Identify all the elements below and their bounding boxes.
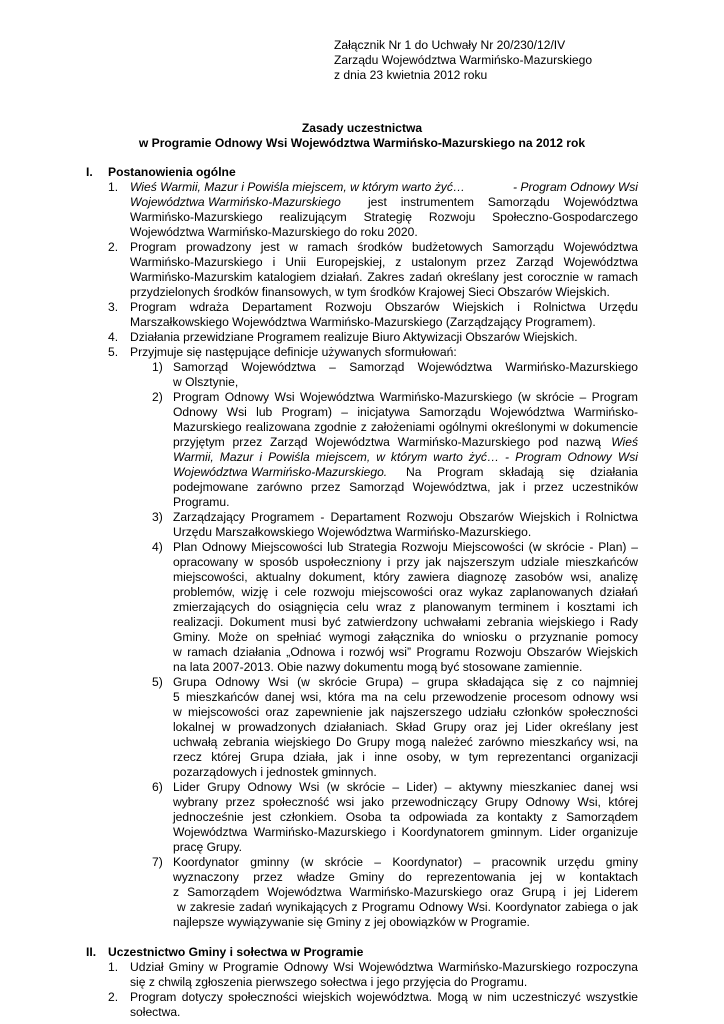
definition-line: Programu.: [173, 495, 230, 509]
header-line: z dnia 23 kwietnia 2012 roku: [334, 68, 488, 82]
definition-number: 2): [152, 390, 163, 404]
definition-line: w miejscowości oraz zapewnienie jak najszerszego udziału członków społeczności: [173, 705, 638, 719]
program-name-italic: - Program Odnowy Wsi: [513, 180, 638, 194]
definition-line: Program Odnowy Wsi Województwa Warmińsko-Mazurskiego (w skrócie – Program: [173, 390, 638, 404]
definition-line: Samorząd Województwa – Samorząd Województwa Warmińsko-Mazurskiego: [173, 360, 638, 374]
definition-line: problemów, wizję i cele rozwoju miejscowości oraz wykaz zaplanowanych działań: [173, 585, 638, 599]
definition-line: Plan Odnowy Miejscowości lub Strategia Rozwoju Miejscowości (w skrócie - Plan) –: [173, 540, 638, 554]
section-heading: Uczestnictwo Gminy i sołectwa w Programie: [108, 945, 364, 959]
definition-line: opracowany w sposób uspołeczniony i przy jak najszerszym udziale mieszkańców: [173, 555, 638, 569]
definition-line: Grupa Odnowy Wsi (w skrócie Grupa) – grupa składająca się z co najmniej: [173, 675, 638, 689]
definition-line: zmierzających do osiągnięcia celu wraz z planowanym terminem i kosztami ich: [173, 600, 638, 614]
title-line: w Programie Odnowy Wsi Województwa Warmińsko-Mazurskiego na 2012 rok: [138, 136, 586, 150]
definition-line: w Olsztynie,: [173, 375, 239, 389]
definition-line: lokalnej w prowadzonych działaniach. Skład Grupy oraz jej Lider określany jest: [173, 720, 638, 734]
definition-line: [173, 435, 638, 450]
definition-line: w ramach działania „Odnowa i rozwój wsi” Programu Rozwoju Obszarów Wiejskich: [173, 645, 638, 659]
definition-line: uchwałą zebrania wiejskiego Do Grupy mogą należeć zarówno mieszkańcy wsi, na: [173, 735, 638, 749]
item-number: 5.: [108, 345, 119, 359]
definition-text: Na Program składają się działania: [406, 465, 638, 479]
item-line: przydzielonych środków finansowych, w tym środków Krajowej Sieci Obszarów Wiejskich.: [130, 285, 610, 299]
item-line: Program prowadzony jest w ramach środków budżetowych Samorządu Województwa: [130, 240, 638, 254]
definition-line: Urzędu Marszałkowskiego Województwa Warmińsko-Mazurskiego.: [173, 525, 532, 539]
definition-line: Warmii, Mazur i Powiśla miejscem, w którym warto żyć… - Program Odnowy Wsi: [173, 450, 638, 464]
definition-line: w zakresie zadań wynikających z Programu Odnowy Wsi. Koordynator zabiega o jak: [177, 900, 638, 914]
definition-line: pozarządowych i jednostek gminnych.: [173, 765, 377, 779]
definition-line: Województwa Warmińsko-Mazurskiego i Koordynatorem gminnym. Lider organizuje: [173, 825, 638, 839]
definition-line: Gminy. Może on spełniać wymogi załącznika do wniosku o przyznanie pomocy: [173, 630, 638, 644]
header-line: Załącznik Nr 1 do Uchwały Nr 20/230/12/IV: [334, 38, 566, 52]
item-line: Marszałkowskiego Województwa Warmińsko-Mazurskiego (Zarządzający Programem).: [130, 315, 596, 329]
definition-line: wyznaczony przez władze Gminy do reprezentowania jej w kontaktach: [173, 870, 638, 884]
definition-number: 6): [152, 780, 163, 794]
definition-line: Lider Grupy Odnowy Wsi (w skrócie – Lider) – aktywny mieszkaniec danej wsi: [173, 780, 638, 794]
item-line: [130, 195, 638, 210]
item-line: Warmińsko-Mazurskim katalogiem działań. Zakres zadań określany jest corocznie w ramach: [130, 270, 638, 284]
item-line: Udział Gminy w Programie Odnowy Wsi Województwa Warmińsko-Mazurskiego rozpoczyna: [130, 960, 638, 974]
definition-number: 1): [152, 360, 163, 374]
definition-line: Odnowy Wsi lub Program) – inicjatywa Samorządu Województwa Warmińsko-: [173, 405, 638, 419]
program-name-italic: Województwa Warmińsko-Mazurskiego: [130, 195, 341, 209]
definition-line: najlepsze wywiązywanie się Gminy z jej obowiązków w Programie.: [173, 915, 530, 929]
program-name-italic: Województwa Warmińsko-Mazurskiego.: [173, 465, 388, 479]
definition-line: [173, 465, 638, 480]
definition-line: pracę Grupy.: [173, 840, 243, 854]
definition-line: Zarządzający Programem - Departament Rozwoju Obszarów Wiejskich i Rolnictwa: [173, 510, 638, 524]
section-number: II.: [86, 945, 97, 959]
item-number: 3.: [108, 300, 119, 314]
item-number: 2.: [108, 990, 119, 1004]
item-line: Przyjmuje się następujące definicje używanych sformułowań:: [130, 345, 457, 359]
definition-number: 5): [152, 675, 163, 689]
item-line: [130, 180, 638, 195]
definition-line: Koordynator gminny (w skrócie – Koordynator) – pracownik urzędu gminy: [173, 855, 638, 869]
section-number: I.: [86, 165, 93, 179]
definition-number: 3): [152, 510, 163, 524]
definition-line: miejscowości, aktualny dokument, który zawiera diagnozę zasobów wsi, analizę: [173, 570, 638, 584]
section-heading: Postanowienia ogólne: [108, 165, 236, 179]
definition-line: Mazurskiego realizowana zgodnie z założeniami ogólnymi określonymi w dokumencie: [173, 420, 638, 434]
definition-line: rzecz której Grupa działa, jak i inne osoby, w tym reprezentanci organizacji: [173, 750, 638, 764]
item-number: 1.: [108, 960, 119, 974]
definition-line: na lata 2007-2013. Obie nazwy dokumentu mogą być stosowane zamiennie.: [173, 660, 583, 674]
program-name-italic: Wieś Warmii, Mazur i Powiśla miejscem, w którym warto żyć…: [130, 180, 465, 194]
definition-number: 4): [152, 540, 163, 554]
item-line: się z chwilą zgłoszenia pierwszego sołectwa i jego przyjęcia do Programu.: [130, 975, 528, 989]
item-line: Program wdraża Departament Rozwoju Obszarów Wiejskich i Rolnictwa Urzędu: [130, 300, 638, 314]
item-line: Województwa Warmińsko-Mazurskiego do roku 2020.: [130, 225, 418, 239]
header-line: Zarządu Województwa Warmińsko-Mazurskiego: [334, 53, 593, 67]
item-number: 4.: [108, 330, 119, 344]
definition-line: podejmowane zarówno przez Samorząd Województwa, jak i przez uczestników: [173, 480, 638, 494]
item-line: Działania przewidziane Programem realizuje Biuro Aktywizacji Obszarów Wiejskich.: [130, 330, 578, 344]
item-line: Program dotyczy społeczności wiejskich województwa. Mogą w nim uczestniczyć wszystkie: [130, 990, 638, 1004]
definition-line: jednocześnie jest członkiem. Osoba ta odpowiada za kontakty z Samorządem: [173, 810, 638, 824]
definition-number: 7): [152, 855, 163, 869]
definition-text: przyjętym przez Zarząd Województwa Warmińsko-Mazurskiego pod nazwą: [173, 435, 601, 449]
item-text: jest instrumentem Samorządu Województwa: [368, 195, 638, 209]
definition-line: wybrany przez społeczność wsi jako przewodniczący Grupy Odnowy Wsi, której: [173, 795, 638, 809]
definition-line: z Samorządem Województwa Warmińsko-Mazurskiego oraz Grupą i jej Liderem: [173, 885, 638, 899]
item-number: 2.: [108, 240, 119, 254]
item-line: Warmińsko-Mazurskiego realizującym Strategię Rozwoju Społeczno-Gospodarczego: [130, 210, 638, 224]
item-number: 1.: [108, 180, 119, 194]
definition-line: realizacji. Dokument musi być zatwierdzony uchwałami zebrania wiejskiego i Rady: [173, 615, 638, 629]
program-name-italic: Wieś: [611, 435, 638, 449]
item-line: Warmińsko-Mazurskiego i Unii Europejskiej, z ustalonym przez Zarząd Województwa: [130, 255, 638, 269]
definition-line: 5 mieszkańców danej wsi, która ma na celu przewodzenie procesom odnowy wsi: [173, 690, 638, 704]
title-line: Zasady uczestnictwa: [301, 121, 423, 135]
item-line: sołectwa.: [130, 1005, 181, 1019]
